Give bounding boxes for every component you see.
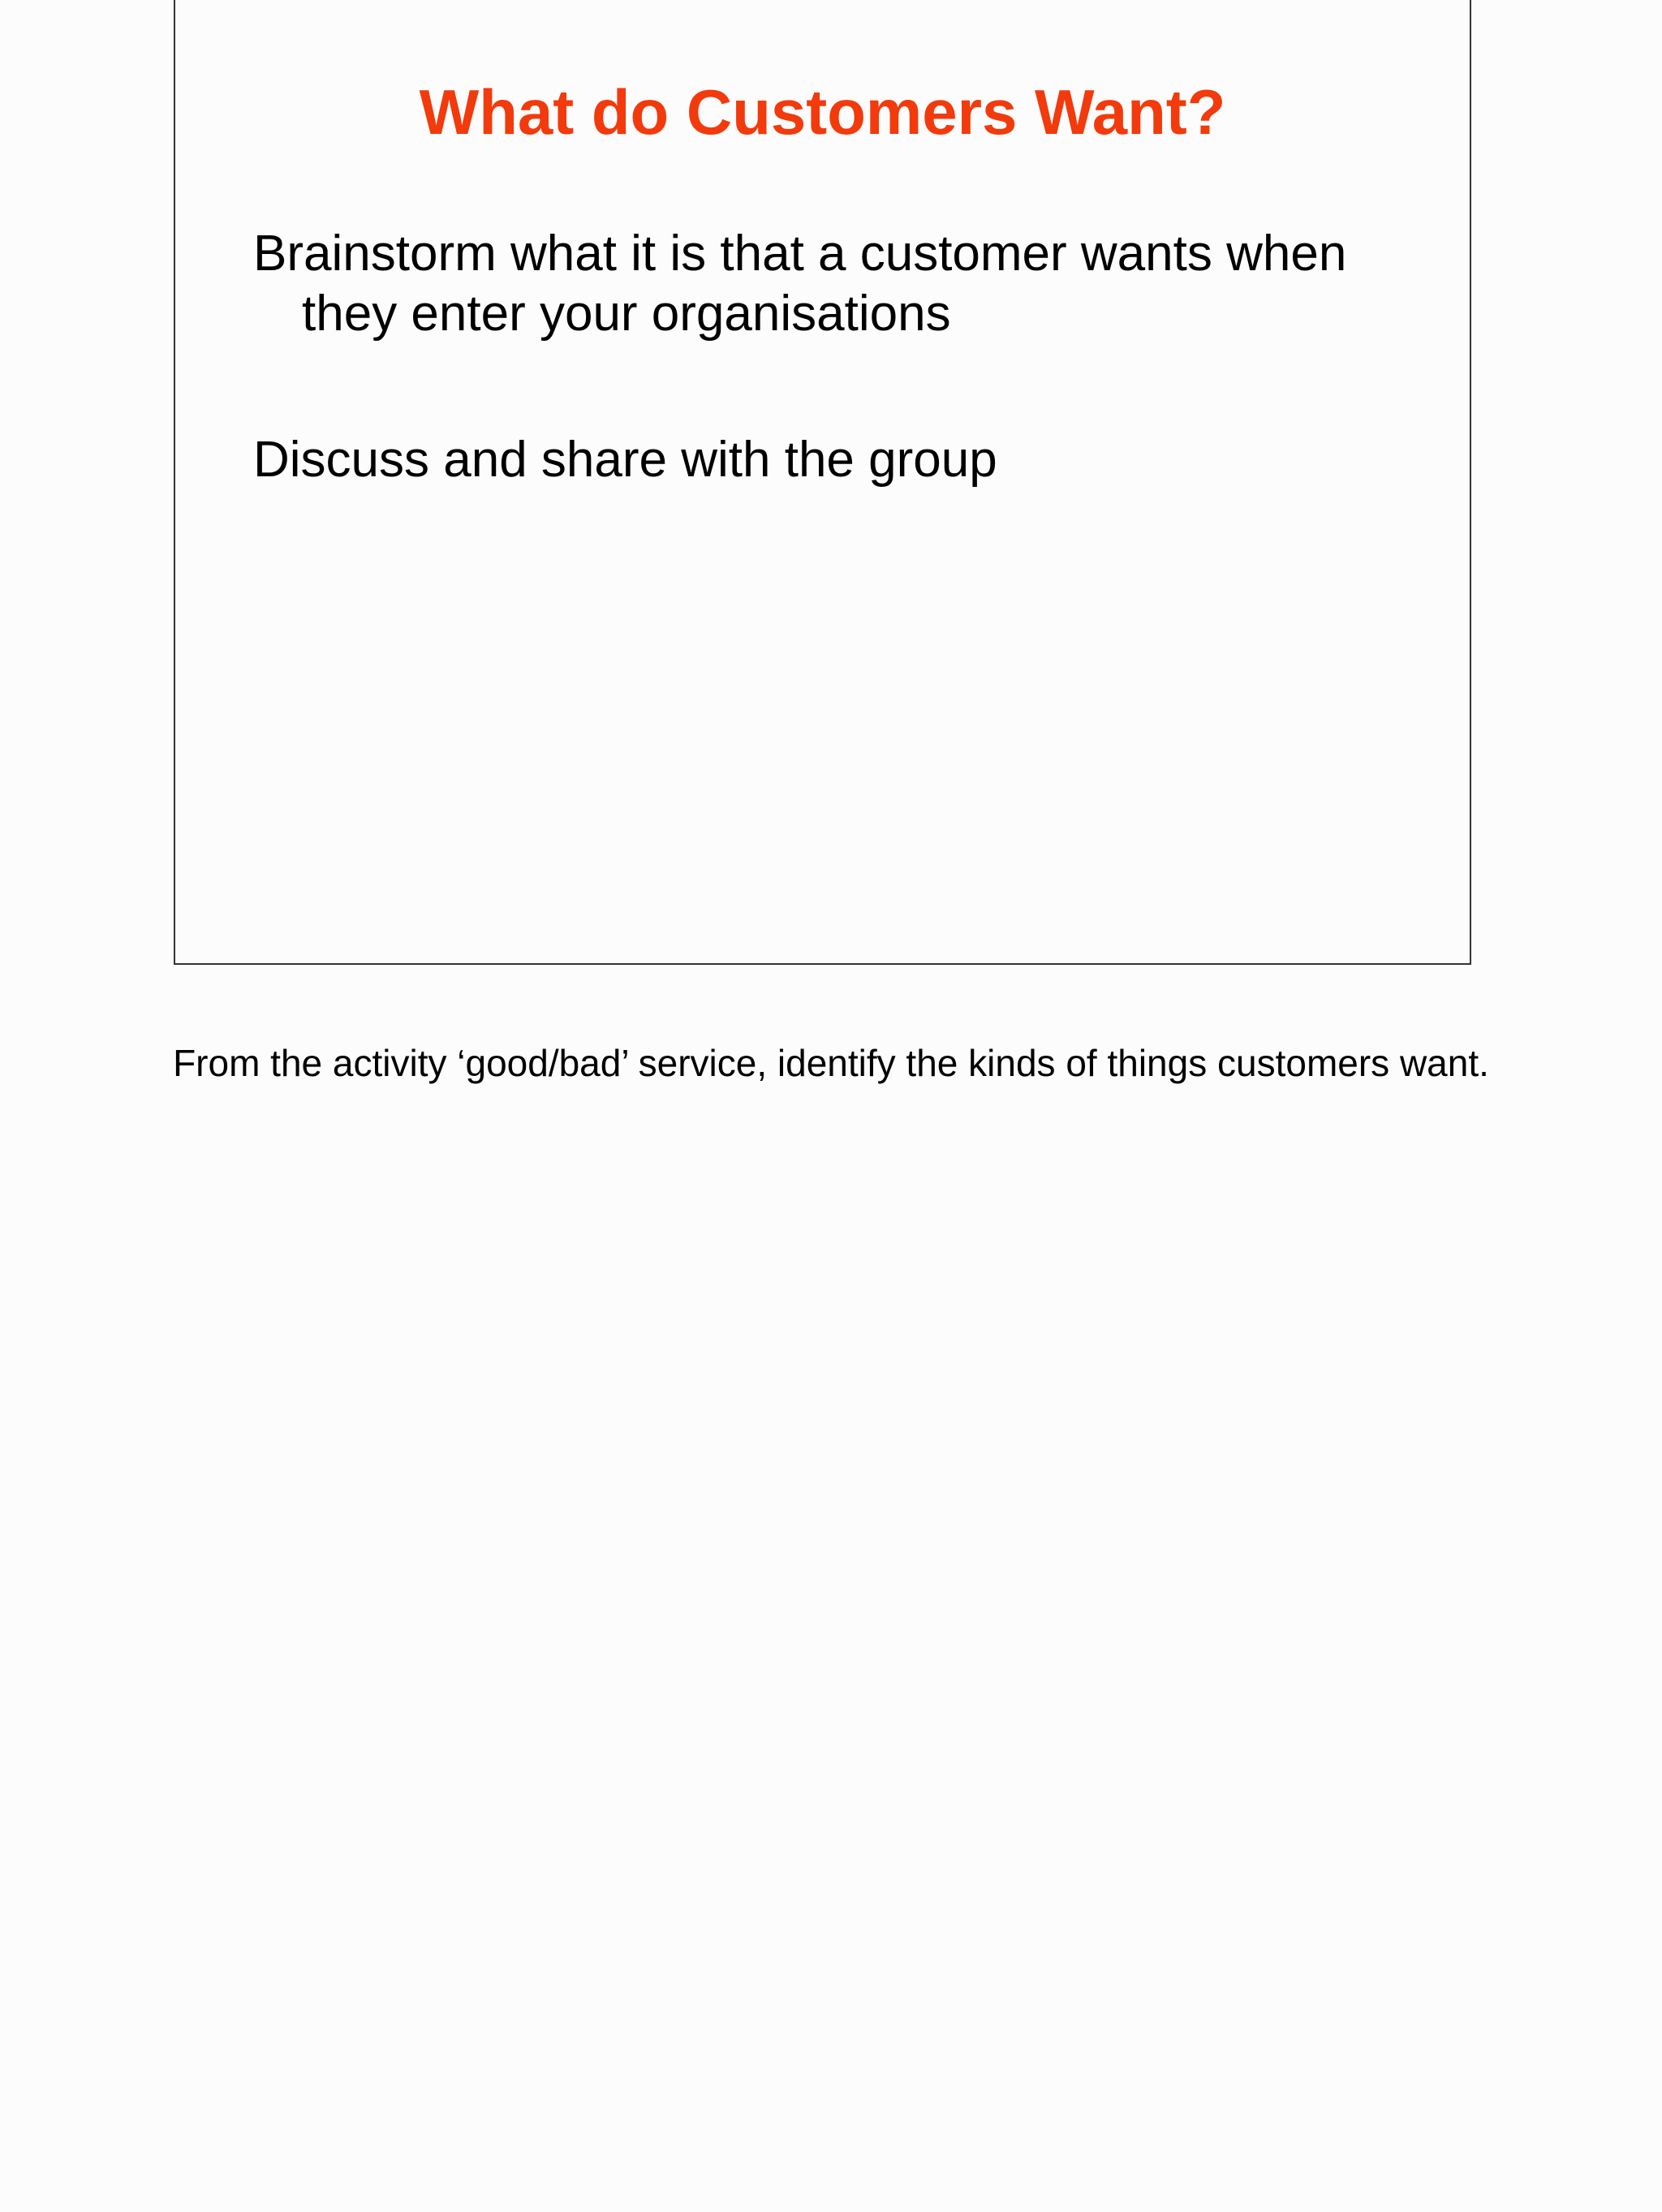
slide-bullet-brainstorm: Brainstorm what it is that a customer wants when they enter your organisations	[253, 226, 1347, 342]
slide-frame	[174, 0, 1471, 965]
slide-bullet-discuss: Discuss and share with the group	[253, 432, 997, 488]
notes-caption: From the activity ‘good/bad’ service, identify the kinds of things customers want.	[173, 1042, 1489, 1084]
slide-title: What do Customers Want?	[419, 76, 1226, 148]
slide-bullet-list	[253, 224, 1422, 490]
